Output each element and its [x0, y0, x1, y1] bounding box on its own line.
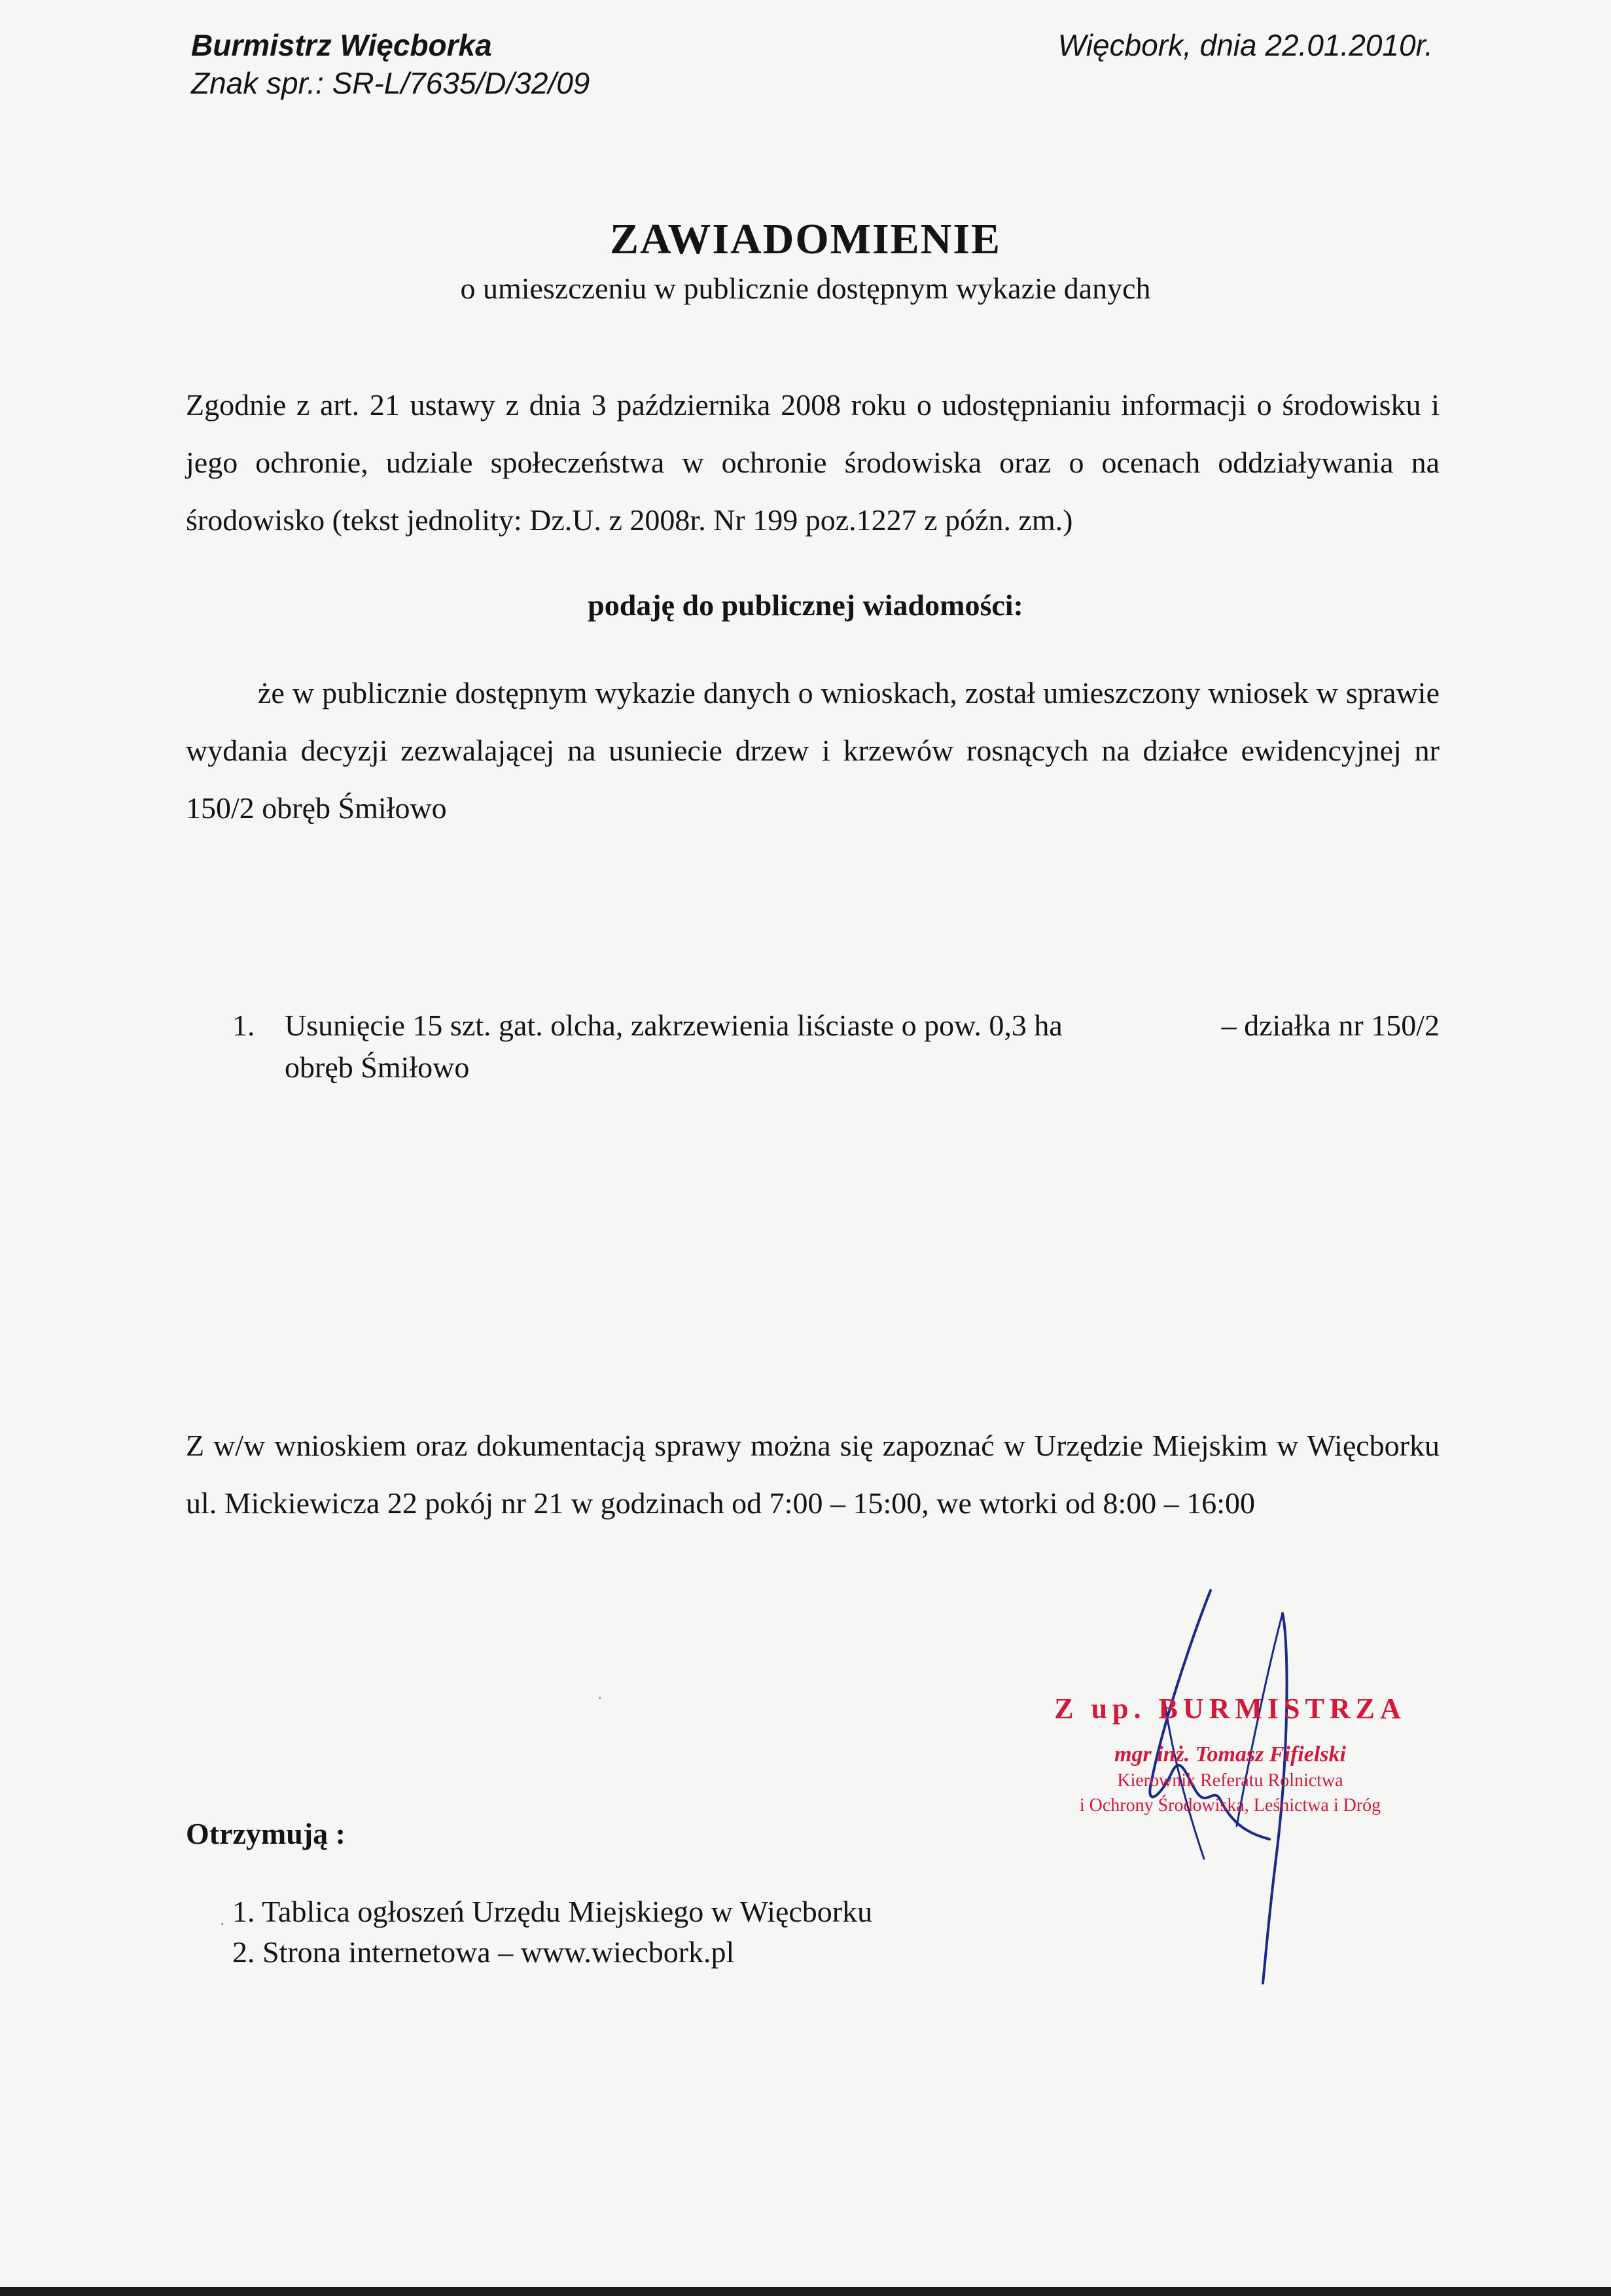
- document-title: ZAWIADOMIENIE: [609, 215, 1002, 263]
- stamp-line-3: Kierownik Referatu Rolnictwa: [1117, 1770, 1343, 1791]
- recipients-list: [232, 1892, 872, 1973]
- notice-paragraph: że w publicznie dostępnym wykazie danych o wnioskach, został umieszczony wniosek w sprawie wydania decyzji zezwalającej na usuniecie drzew i krzewów rosnących na działce ewidencyjnej nr 150/2 obręb Śmiłowo: [186, 676, 1440, 825]
- item-parcel: – działka nr 150/2: [1221, 1009, 1440, 1042]
- recipient-item: 1. Tablica ogłoszeń Urzędu Miejskiego w Więcborku: [232, 1895, 873, 1928]
- stamp-line-2: mgr inż. Tomasz Fifielski: [1114, 1742, 1346, 1767]
- case-reference: Znak spr.: SR-L/7635/D/32/09: [191, 66, 590, 100]
- official-stamp: [1001, 1692, 1459, 1817]
- stamp-line-1: Z up. BURMISTRZA: [1054, 1693, 1406, 1725]
- stamp-line-4: i Ochrony Środowiska, Leśnictwa i Dróg: [1079, 1795, 1381, 1816]
- place-date: Więcbork, dnia 22.01.2010r.: [1057, 28, 1433, 62]
- issuer-name: Burmistrz Więcborka: [191, 28, 492, 62]
- item-number: 1.: [232, 1009, 255, 1042]
- scan-edge: [0, 2287, 1611, 2296]
- recipient-item: 2. Strona internetowa – www.wiecbork.pl: [232, 1935, 735, 1969]
- recipients-heading: Otrzymują :: [186, 1817, 345, 1850]
- scan-speck: ·: [597, 1689, 603, 1709]
- application-item: [232, 1005, 1440, 1088]
- legal-basis-paragraph: Zgodnie z art. 21 ustawy z dnia 3 października 2008 roku o udostępnianiu informacji o środowisku i jego ochronie, udziale społeczeństwa w ochronie środowiska oraz o ocenach oddziaływania na środowisko (tekst jednolity: Dz.U. z 2008r. Nr 199 poz.1227 z późn. zm.): [186, 388, 1440, 537]
- announcement-heading: podaję do publicznej wiadomości:: [588, 588, 1023, 622]
- scan-speck: ·: [219, 1914, 226, 1935]
- issuer-block: [191, 26, 590, 102]
- item-continuation: obręb Śmiłowo: [285, 1050, 470, 1084]
- inspection-paragraph: Z w/w wnioskiem oraz dokumentacją sprawy można się zapoznać w Urzędzie Miejskim w Więcborku ul. Mickiewicza 22 pokój nr 21 w godzinach od 7:00 – 15:00, we wtorki od 8:00 – 16:00: [186, 1429, 1440, 1520]
- item-text: Usunięcie 15 szt. gat. olcha, zakrzewienia liściaste o pow. 0,3 ha: [285, 1009, 1063, 1042]
- document-subtitle: o umieszczeniu w publicznie dostępnym wykazie danych: [460, 272, 1151, 305]
